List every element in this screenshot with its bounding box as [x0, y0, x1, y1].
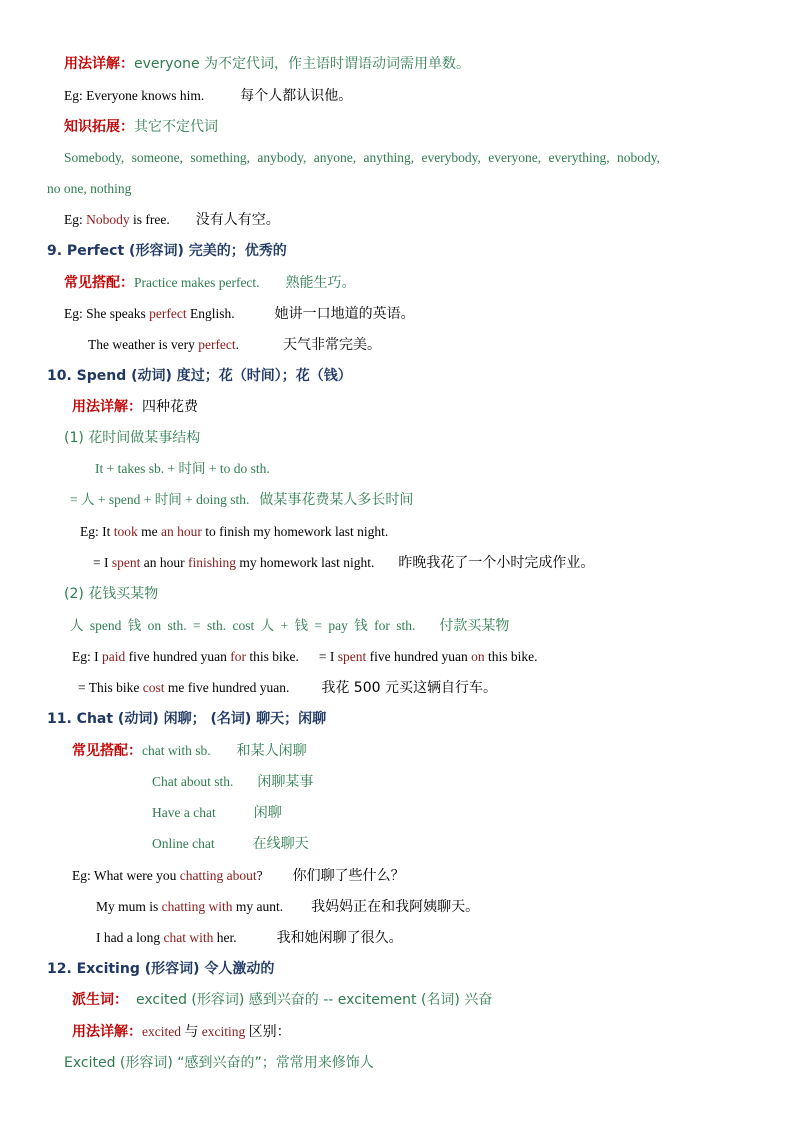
example-suffix: my aunt.	[232, 899, 284, 914]
example-prefix: The weather is very	[88, 337, 199, 352]
example-translation: 你们聊了些什么？	[292, 868, 405, 884]
example-mid: five hundred yuan	[125, 649, 231, 664]
line-example-cost	[78, 678, 497, 698]
line-structure-1	[64, 428, 200, 448]
collocation-translation: 和某人闲聊	[236, 743, 307, 759]
highlight-word: exciting	[198, 1024, 249, 1039]
line-collocation-online-chat	[152, 834, 309, 854]
heading-text: 9. Perfect (形容词) 完美的；优秀的	[47, 243, 287, 259]
line-example-nobody	[64, 210, 280, 230]
highlight-word: perfect	[198, 337, 236, 352]
heading-text: 10. Spend (动词) 度过；花（时间）；花（钱）	[47, 368, 352, 384]
highlight-word: excited	[142, 1024, 185, 1039]
example-prefix: I had a long	[96, 930, 164, 945]
example-suffix: ?	[256, 868, 263, 883]
example-suffix: .	[235, 337, 240, 352]
highlight-word: on	[471, 649, 485, 664]
line-structure-2	[64, 584, 158, 604]
highlight-word: chatting	[179, 868, 224, 883]
formula-meaning: 付款买某物	[439, 618, 510, 634]
line-example-spent-hour	[93, 553, 594, 573]
line-it-takes	[95, 459, 270, 479]
line-spend-money	[70, 616, 509, 636]
collocation-translation: 闲聊	[253, 805, 282, 821]
line-example-paid	[72, 647, 538, 667]
line-pronoun-list	[64, 148, 660, 168]
example-suffix: her.	[213, 930, 237, 945]
collocation-translation: 熟能生巧。	[285, 275, 356, 291]
line-derivatives	[72, 990, 492, 1010]
line-collocation-have-chat	[152, 803, 282, 823]
collocation-text: Practice makes perfect.	[134, 275, 260, 290]
heading-10-spend	[47, 366, 352, 386]
heading-text: 12. Exciting (形容词) 令人激动的	[47, 961, 275, 977]
usage-suffix: 区别：	[248, 1024, 291, 1040]
derivative-label: 派生词：	[72, 992, 128, 1008]
line-example-took	[80, 522, 388, 542]
example-suffix: to finish my homework last night.	[201, 524, 389, 539]
usage-text: everyone 为不定代词，作主语时谓语动词需用单数。	[134, 56, 471, 72]
collocation-translation: 闲聊某事	[257, 774, 314, 790]
example-prefix: Eg:	[64, 212, 87, 227]
structure-2-title: (2) 花钱买某物	[64, 586, 159, 602]
example-translation: 我花 500 元买这辆自行车。	[321, 680, 497, 696]
example-prefix: Eg: What were you	[72, 868, 180, 883]
highlight-word: spent	[111, 555, 141, 570]
highlight-word: with	[208, 899, 233, 914]
example-translation: 每个人都认识他。	[240, 88, 353, 104]
highlight-word: spent	[337, 649, 367, 664]
line-collocation-chat-with	[72, 741, 307, 761]
example-translation: 我妈妈正在和我阿姨聊天。	[311, 899, 480, 915]
highlight-word: chatting	[161, 899, 206, 914]
formula-spend-money: 人 spend 钱 on sth. = sth. cost 人 + 钱 = pay 钱 for sth.	[70, 618, 416, 633]
line-example-everyone	[64, 86, 352, 106]
heading-text: 11. Chat (动词) 闲聊； (名词) 聊天；闲聊	[47, 711, 327, 727]
pronoun-list-cont: no one, nothing	[47, 181, 132, 196]
collocation-text: Chat about sth.	[152, 774, 234, 789]
extension-label: 知识拓展：	[64, 119, 134, 135]
collocation-text: chat with sb.	[142, 743, 211, 758]
collocation-label: 常见搭配：	[64, 275, 134, 291]
example-prefix: = I	[93, 555, 112, 570]
formula-it-takes: It + takes sb. + 时间 + to do sth.	[95, 461, 270, 476]
derivative-text: excited (形容词) 感到兴奋的 -- excitement (名词) 兴奋	[136, 992, 493, 1008]
line-example-long-chat	[96, 928, 403, 948]
pronoun-list: Somebody, someone, something, anybody, anyone, anything, everybody, everyone, everything, nobody,	[64, 150, 661, 165]
example-prefix: Eg: I	[72, 649, 102, 664]
example-mid: five hundred yuan	[366, 649, 472, 664]
formula-spend-doing: = 人 + spend + 时间 + doing sth.	[70, 492, 250, 507]
highlight-word: paid	[102, 649, 126, 664]
highlight-word: took	[113, 524, 138, 539]
highlight-word: for	[230, 649, 246, 664]
line-example-chatting-about	[72, 866, 405, 886]
example-translation: 昨晚我花了一个小时完成作业。	[398, 555, 595, 571]
usage-label: 用法详解：	[64, 56, 134, 72]
highlight-word: Nobody	[86, 212, 130, 227]
highlight-word: an hour	[161, 524, 202, 539]
heading-11-chat	[47, 709, 326, 729]
example-translation: 她讲一口地道的英语。	[274, 306, 415, 322]
line-spend-doing	[70, 490, 413, 510]
usage-text: 四种花费	[142, 399, 198, 415]
example-translation: 天气非常完美。	[283, 337, 382, 353]
example-prefix: My mum is	[96, 899, 162, 914]
example-mid: me	[137, 524, 162, 539]
highlight-word: about	[226, 868, 257, 883]
line-collocation-perfect	[64, 273, 356, 293]
line-example-perfect-1	[64, 304, 415, 324]
collocation-text: Have a chat	[152, 805, 216, 820]
line-pronoun-list-cont	[47, 179, 131, 199]
line-example-chatting-with	[96, 897, 479, 917]
line-collocation-chat-about	[152, 772, 313, 792]
example-suffix: my homework last night.	[236, 555, 375, 570]
example-suffix: this bike.	[484, 649, 538, 664]
heading-12-exciting	[47, 959, 274, 979]
line-example-perfect-2	[88, 335, 381, 355]
line-usage-everyone	[64, 54, 470, 74]
example-prefix: Eg: It	[80, 524, 114, 539]
example-suffix: me five hundred yuan.	[164, 680, 290, 695]
example-mid: = I	[318, 649, 338, 664]
example-suffix: English.	[186, 306, 235, 321]
heading-9-perfect	[47, 241, 287, 261]
excited-definition: Excited (形容词) “感到兴奋的”；常常用来修饰人	[64, 1055, 374, 1071]
example-mid: this bike.	[245, 649, 299, 664]
example-mid: an hour	[140, 555, 188, 570]
highlight-word: perfect	[149, 306, 187, 321]
example-sentence: Eg: Everyone knows him.	[64, 88, 205, 103]
line-knowledge-extension	[64, 117, 218, 137]
example-prefix: Eg: She speaks	[64, 306, 150, 321]
usage-label: 用法详解：	[72, 1024, 142, 1040]
collocation-text: Online chat	[152, 836, 215, 851]
extension-text: 其它不定代词	[134, 119, 218, 135]
example-translation: 我和她闲聊了很久。	[276, 930, 403, 946]
line-usage-spend	[72, 397, 198, 417]
highlight-word: finishing	[187, 555, 236, 570]
collocation-label: 常见搭配：	[72, 743, 142, 759]
example-translation: 没有人有空。	[195, 212, 280, 228]
line-excited-def	[64, 1053, 374, 1073]
highlight-word: cost	[142, 680, 165, 695]
formula-meaning: 做某事花费某人多长时间	[259, 492, 414, 508]
highlight-word: chat with	[163, 930, 214, 945]
usage-connector: 与	[184, 1024, 199, 1040]
example-prefix: = This bike	[78, 680, 143, 695]
usage-label: 用法详解：	[72, 399, 142, 415]
collocation-translation: 在线聊天	[252, 836, 309, 852]
structure-1-title: (1) 花时间做某事结构	[64, 430, 201, 446]
line-usage-excited	[72, 1022, 291, 1042]
example-suffix: is free.	[129, 212, 170, 227]
